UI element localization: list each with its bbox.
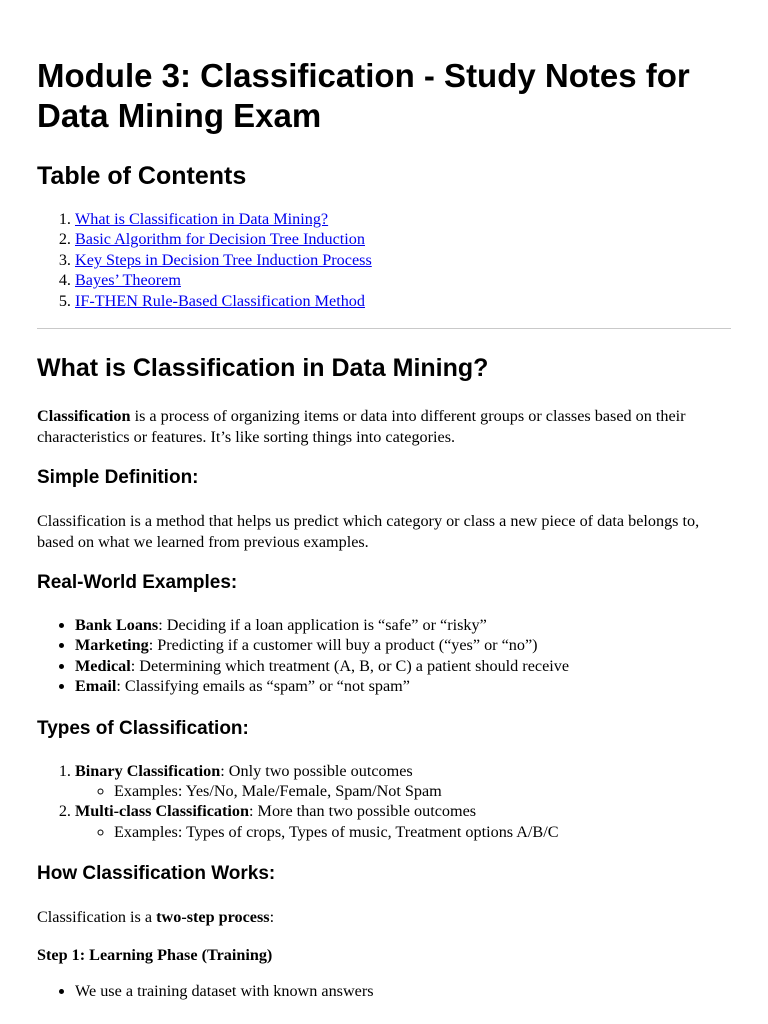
step1-list [37,981,731,1001]
example-desc: : Determining which treatment (A, B, or C) a patient should receive [130,656,570,675]
type-term: Binary Classification [75,761,221,780]
toc-link-if-then-rules[interactable]: IF-THEN Rule-Based Classification Method [75,291,365,310]
list-item [75,676,731,696]
list-item: ◦ Examples: Yes/No, Male/Female, Spam/Not Spam [114,781,731,801]
how-text-post: : [269,908,275,927]
list-item [75,801,731,842]
example-desc: : Deciding if a loan application is “safe” or “risky” [158,616,487,635]
type-term: Multi-class Classification [75,802,250,821]
example-term: Email [75,677,117,696]
definition-paragraph: Classification is a method that helps us predict which category or class a new piece of data belongs to, based on what we learned from previous examples. [37,512,700,551]
step1-heading-text: Step 1: Learning Phase (Training) [37,945,273,964]
page-title: Module 3: Classification - Study Notes for Data Mining Exam [37,57,690,134]
type-desc: : Only two possible outcomes [220,761,413,780]
type-sub-list [75,781,731,801]
definition-heading: Simple Definition: [37,467,199,489]
example-term: Bank Loans [75,616,159,635]
examples-heading: Real-World Examples: [37,572,238,594]
examples-list [37,615,731,697]
type-desc: : More than two possible outcomes [249,802,477,821]
toc-link-decision-tree-algorithm[interactable]: Basic Algorithm for Decision Tree Induction [75,230,365,249]
example-term: Marketing [75,636,149,655]
example-term: Medical [75,656,131,675]
step1-heading [37,945,731,966]
list-item [75,635,731,655]
toc-item [75,229,731,249]
toc-item [75,291,731,311]
how-text-pre: Classification is a [37,908,157,927]
intro-paragraph [37,406,731,447]
types-heading: Types of Classification: [37,717,249,739]
type-sub-list [75,822,731,842]
toc-item [75,270,731,290]
how-heading: How Classification Works: [37,863,276,885]
example-desc: : Predicting if a customer will buy a product (“yes” or “no”) [148,636,538,655]
toc-item [75,209,731,229]
how-text-bold: two-step process [156,908,270,927]
types-list [37,761,731,843]
toc-link-decision-tree-steps[interactable]: Key Steps in Decision Tree Induction Process [75,250,372,269]
list-item [75,656,731,676]
list-item: • We use a training dataset with known answers [75,981,731,1001]
list-item [75,615,731,635]
intro-text: is a process of organizing items or data into different groups or classes based on their characteristics or features. It’s like sorting things into categories. [37,407,686,446]
toc-item [75,250,731,270]
toc-link-classification[interactable]: What is Classification in Data Mining? [75,210,329,228]
toc-link-bayes-theorem[interactable]: Bayes’ Theorem [75,271,181,290]
intro-term: Classification [37,407,131,426]
toc-list [37,209,731,311]
section-heading-classification: What is Classification in Data Mining? [37,354,489,383]
section-divider [37,328,731,329]
list-item [75,761,731,802]
toc-heading: Table of Contents [37,162,247,190]
how-paragraph [37,907,731,928]
example-desc: : Classifying emails as “spam” or “not spam” [116,677,410,696]
list-item: ◦ Examples: Types of crops, Types of music, Treatment options A/B/C [114,822,731,842]
